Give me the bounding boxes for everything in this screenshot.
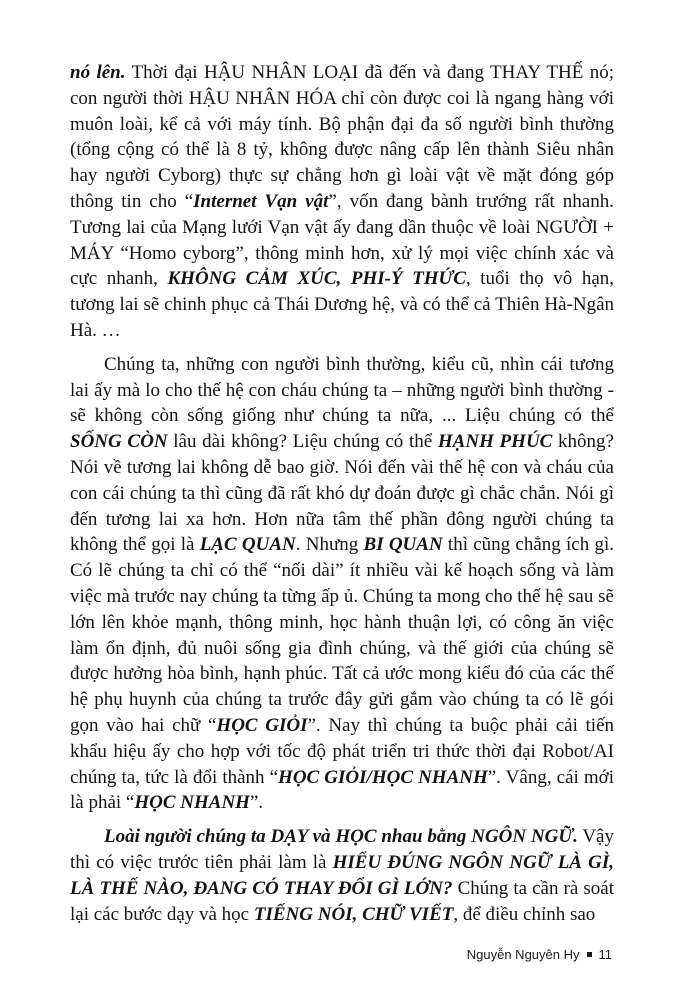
emphasis-text: HỌC NHANH [134, 792, 250, 814]
body-text: ”. Vâng, cái mới là phải “ [70, 766, 614, 814]
square-bullet-icon [587, 952, 592, 957]
emphasis-text: HỌC GIỎI [216, 714, 308, 736]
emphasis-text: HIỂU ĐÚNG NGÔN NGỮ LÀ GÌ, LÀ THẾ NÀO, ĐANG CÓ THAY ĐỔI GÌ LỚN? [70, 851, 614, 899]
paragraph [70, 824, 614, 927]
body-text: ”. Nay thì chúng ta buộc phải cải tiến khẩu hiệu ấy cho hợp với tốc độ phát triển tri thức thời đại Robot/AI chúng ta, tức là đổi thành “ [70, 714, 615, 788]
emphasis-text: BI QUAN [363, 534, 443, 556]
body-text: , để điều chỉnh sao [453, 903, 596, 925]
body-text: . Nhưng [295, 534, 364, 556]
emphasis-text: nó lên. [70, 62, 126, 83]
body-text: Vậy thì có việc trước tiên phải làm là [70, 826, 614, 873]
body-text: không? Nói về tương lai không dễ bao giờ. Nói đến vài thế hệ con và cháu của con cái chúng ta thì cũng đã rất khó dự đoán được gì chắc chắn. Nói gì đến tương lai xa hơn. Hơn nữa tâm thế phần đông người chúng ta không thể gọi là [70, 431, 614, 556]
body-text: , tuổi thọ vô hạn, tương lai sẽ chinh phục cả Thái Dương hệ, và có thể cả Thiên Hà-Ngân Hà. … [70, 268, 614, 341]
body-text: ”. [249, 792, 264, 814]
emphasis-text: KHÔNG CẢM XÚC, PHI-Ý THỨC [167, 268, 466, 290]
body-text: Thời đại HẬU NHÂN LOẠI đã đến và đang THAY THẾ nó; con người thời HẬU NHÂN HÓA chỉ còn được coi là ngang hàng với muôn loài, kể cả với máy tính. Bộ phận đại đa số người bình thường (tổng cộng có thể là 8 tỷ, không được nâng cấp lên thành Siêu nhân hay người Cyborg) thực sự chẳng hơn gì loài vật về mặt đóng góp thông tin cho “ [70, 62, 614, 212]
body-text: thì cũng chẳng ích gì. Có lẽ chúng ta chỉ có thể “nối dài” ít nhiều vài kế hoạch sống và làm việc mà trước nay chúng ta từng ấp ủ. Chúng ta mong cho thế hệ sau sẽ lớn lên khỏe mạnh, thông minh, học hành thuận lợi, có công ăn việc làm ổn định, đủ nuôi sống gia đình chúng, và thế giới của chúng sẽ được hưởng hòa bình, hạnh phúc. Tất cả ước mong kiểu đó của các thế hệ phụ huynh của chúng ta trước đây gửi gắm vào chúng ta có lẽ gói gọn vào hai chữ “ [70, 534, 615, 736]
paragraph [70, 60, 614, 344]
footer-page-number: 11 [598, 947, 612, 962]
emphasis-text: SỐNG CÒN [70, 431, 168, 453]
body-text: Chúng ta, những con người bình thường, kiểu cũ, nhìn cái tương lai ấy mà lo cho thế hệ con cháu chúng ta – những người bình thường - sẽ không còn sống giống như chúng ta nữa, ... Liệu chúng có thể [70, 353, 614, 427]
emphasis-text: HỌC GIỎI/HỌC NHANH [278, 766, 488, 788]
emphasis-text: TIẾNG NÓI, CHỮ VIẾT [253, 903, 454, 925]
body-text: lâu dài không? Liệu chúng có thể [167, 431, 438, 453]
footer-author: Nguyễn Nguyên Hy [466, 947, 580, 962]
emphasis-text: Internet Vạn vật [193, 190, 329, 212]
page-body [70, 60, 614, 935]
paragraph [70, 352, 614, 816]
body-text: ”, vốn đang bành trướng rất nhanh. Tương lai của Mạng lưới Vạn vật ấy đang dần thuộc về loài NGƯỜI + MÁY “Homo cyborg”, thông minh hơn, xử lý mọi việc chính xác và cực nhanh, [70, 190, 614, 290]
emphasis-text: LẠC QUAN [199, 534, 296, 556]
emphasis-text: Loài người chúng ta DẠY và HỌC nhau bằng NGÔN NGỮ. [104, 826, 578, 848]
page-footer [467, 947, 612, 962]
emphasis-text: HẠNH PHÚC [437, 431, 553, 453]
body-text: Chúng ta cần rà soát lại các bước dạy và học [70, 877, 614, 925]
